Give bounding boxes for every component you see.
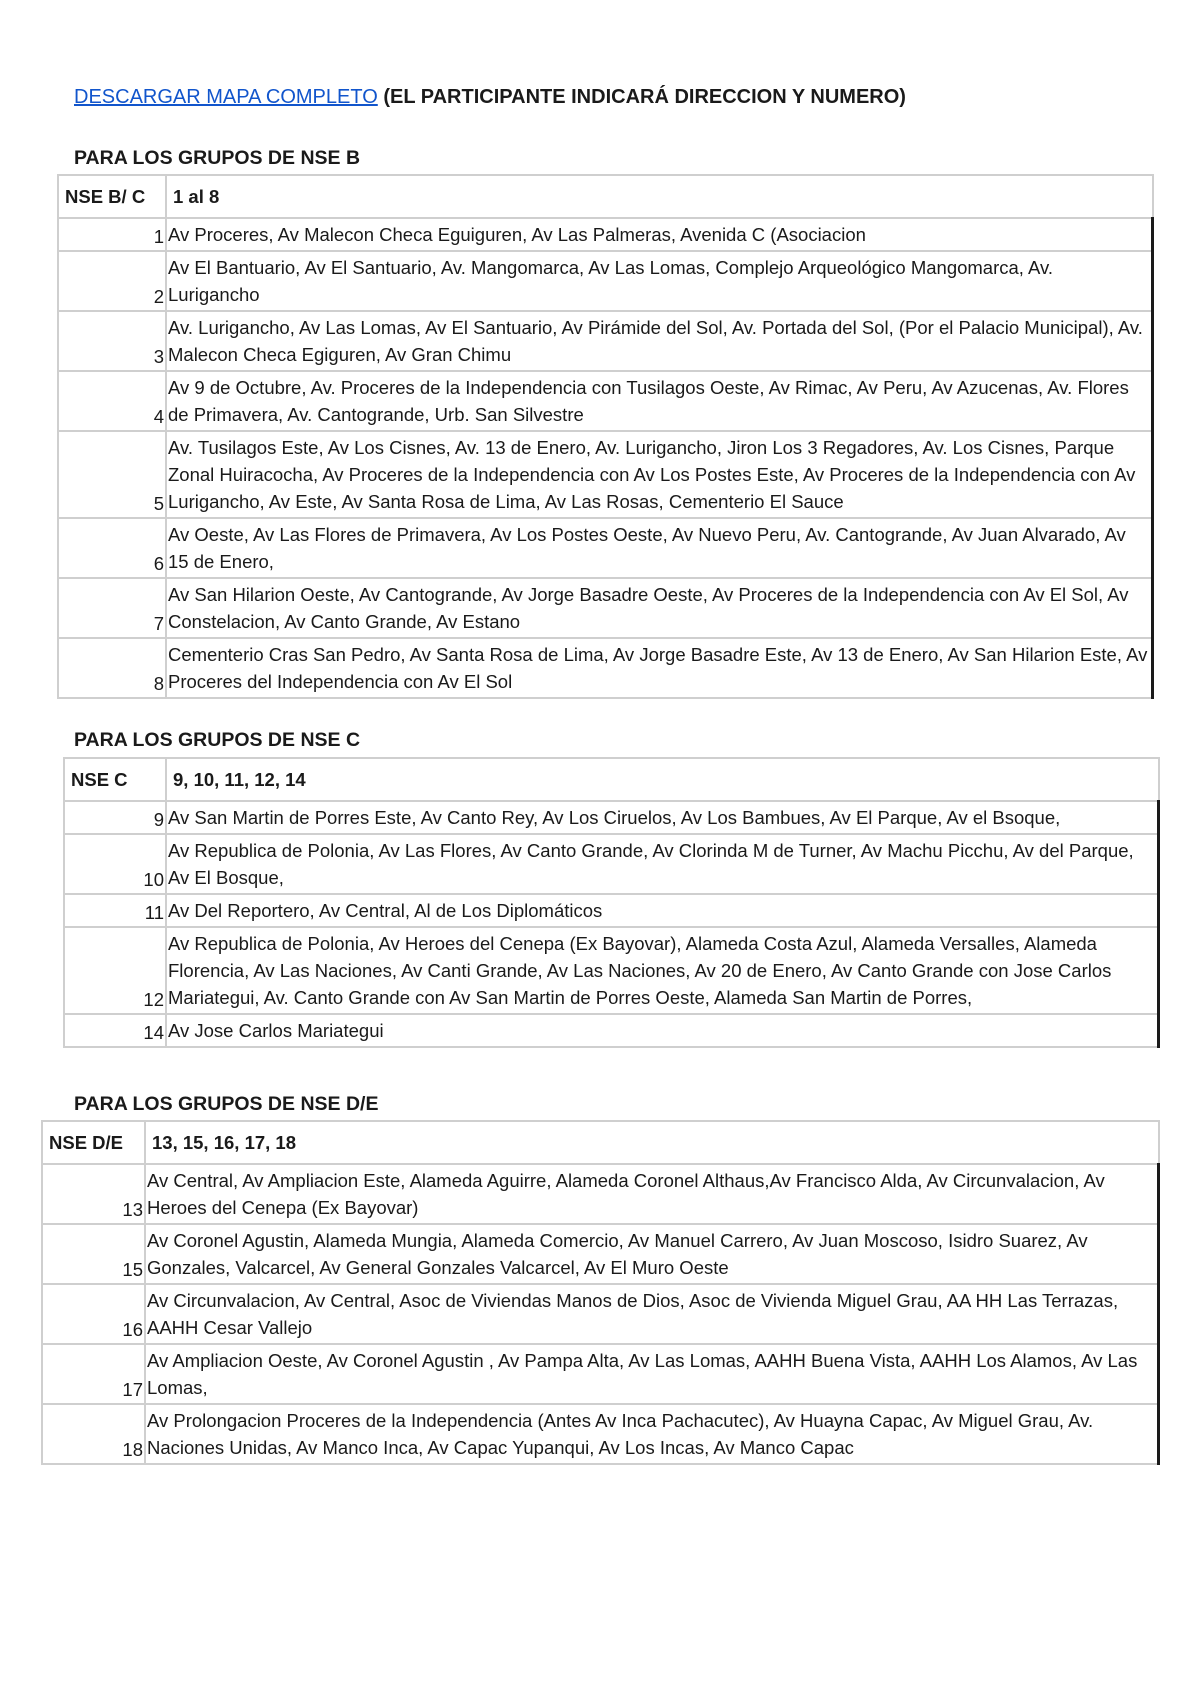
streets-cell: Av San Martin de Porres Este, Av Canto Rey, Av Los Ciruelos, Av Los Bambues, Av El Parque, Av el Bsoque,	[166, 801, 1159, 834]
streets-cell: Av. Tusilagos Este, Av Los Cisnes, Av. 13 de Enero, Av. Lurigancho, Jiron Los 3 Regadores, Av. Los Cisnes, Parque Zonal Huiracocha, Av Proceres de la Independencia con Av Los Postes Este, Av Proceres de la Independencia con Av Lurigancho, Av Este, Av Santa Rosa de Lima, Av Las Rosas, Cementerio El Sauce	[166, 431, 1153, 518]
streets-cell: Av Ampliacion Oeste, Av Coronel Agustin , Av Pampa Alta, Av Las Lomas, AAHH Buena Vista, AAHH Los Alamos, Av Las Lomas,	[145, 1344, 1159, 1404]
group-label: NSE C	[64, 758, 166, 801]
group-number: 2	[58, 251, 166, 311]
table-row	[58, 371, 1153, 431]
streets-cell: Av Central, Av Ampliacion Este, Alameda Aguirre, Alameda Coronel Althaus,Av Francisco Alda, Av Circunvalacion, Av Heroes del Cenepa (Ex Bayovar)	[145, 1164, 1159, 1224]
table-row	[58, 431, 1153, 518]
header-note: (EL PARTICIPANTE INDICARÁ DIRECCION Y NUMERO)	[383, 86, 906, 108]
table-row	[42, 1344, 1159, 1404]
table-header-row	[64, 758, 1159, 801]
table-header-row	[58, 175, 1153, 218]
streets-cell: Av Del Reportero, Av Central, Al de Los Diplomáticos	[166, 894, 1159, 927]
nse-b-table	[57, 174, 1154, 699]
group-numbers: 13, 15, 16, 17, 18	[145, 1121, 1159, 1164]
group-label: NSE D/E	[42, 1121, 145, 1164]
table-row	[58, 518, 1153, 578]
group-number: 13	[42, 1164, 145, 1224]
table-row	[42, 1404, 1159, 1464]
streets-cell: Av Circunvalacion, Av Central, Asoc de Viviendas Manos de Dios, Asoc de Vivienda Miguel Grau, AA HH Las Terrazas, AAHH Cesar Vallejo	[145, 1284, 1159, 1344]
table-row	[42, 1164, 1159, 1224]
group-number: 9	[64, 801, 166, 834]
streets-cell: Av El Bantuario, Av El Santuario, Av. Mangomarca, Av Las Lomas, Complejo Arqueológico Mangomarca, Av. Lurigancho	[166, 251, 1153, 311]
group-number: 10	[64, 834, 166, 894]
table-row	[58, 311, 1153, 371]
streets-cell: Av Oeste, Av Las Flores de Primavera, Av Los Postes Oeste, Av Nuevo Peru, Av. Cantogrande, Av Juan Alvarado, Av 15 de Enero,	[166, 518, 1153, 578]
table-row	[42, 1284, 1159, 1344]
table-row	[64, 801, 1159, 834]
table-row	[64, 1014, 1159, 1047]
section-title-nse-de: PARA LOS GRUPOS DE NSE D/E	[74, 1093, 379, 1115]
streets-cell: Cementerio Cras San Pedro, Av Santa Rosa de Lima, Av Jorge Basadre Este, Av 13 de Enero, Av San Hilarion Este, Av Proceres del Independencia con Av El Sol	[166, 638, 1153, 698]
group-number: 11	[64, 894, 166, 927]
streets-cell: Av Prolongacion Proceres de la Independencia (Antes Av Inca Pachacutec), Av Huayna Capac, Av Miguel Grau, Av. Naciones Unidas, Av Manco Inca, Av Capac Yupanqui, Av Los Incas, Av Manco Capac	[145, 1404, 1159, 1464]
group-number: 6	[58, 518, 166, 578]
group-number: 3	[58, 311, 166, 371]
group-number: 12	[64, 927, 166, 1014]
table-row	[64, 894, 1159, 927]
group-number: 17	[42, 1344, 145, 1404]
section-title-nse-c: PARA LOS GRUPOS DE NSE C	[74, 729, 361, 751]
nse-c-table	[63, 757, 1160, 1048]
group-number: 4	[58, 371, 166, 431]
group-numbers: 1 al 8	[166, 175, 1153, 218]
download-map-link[interactable]: DESCARGAR MAPA COMPLETO	[74, 86, 378, 108]
table-row	[42, 1224, 1159, 1284]
table-row	[58, 638, 1153, 698]
group-number: 14	[64, 1014, 166, 1047]
group-number: 7	[58, 578, 166, 638]
group-numbers: 9, 10, 11, 12, 14	[166, 758, 1159, 801]
group-number: 8	[58, 638, 166, 698]
streets-cell: Av Proceres, Av Malecon Checa Eguiguren, Av Las Palmeras, Avenida C (Asociacion	[166, 218, 1153, 251]
table-row	[58, 578, 1153, 638]
group-number: 5	[58, 431, 166, 518]
table-row	[64, 927, 1159, 1014]
streets-cell: Av Jose Carlos Mariategui	[166, 1014, 1159, 1047]
streets-cell: Av San Hilarion Oeste, Av Cantogrande, Av Jorge Basadre Oeste, Av Proceres de la Independencia con Av El Sol, Av Constelacion, Av Canto Grande, Av Estano	[166, 578, 1153, 638]
streets-cell: Av Republica de Polonia, Av Heroes del Cenepa (Ex Bayovar), Alameda Costa Azul, Alameda Versalles, Alameda Florencia, Av Las Naciones, Av Canti Grande, Av Las Naciones, Av 20 de Enero, Av Canto Grande con Jose Carlos Mariategui, Av. Canto Grande con Av San Martin de Porres Oeste, Alameda San Martin de Porres,	[166, 927, 1159, 1014]
table-row	[64, 834, 1159, 894]
nse-de-table	[41, 1120, 1160, 1465]
streets-cell: Av Republica de Polonia, Av Las Flores, Av Canto Grande, Av Clorinda M de Turner, Av Machu Picchu, Av del Parque, Av El Bosque,	[166, 834, 1159, 894]
group-number: 16	[42, 1284, 145, 1344]
streets-cell: Av Coronel Agustin, Alameda Mungia, Alameda Comercio, Av Manuel Carrero, Av Juan Moscoso, Isidro Suarez, Av Gonzales, Valcarcel, Av General Gonzales Valcarcel, Av El Muro Oeste	[145, 1224, 1159, 1284]
streets-cell: Av 9 de Octubre, Av. Proceres de la Independencia con Tusilagos Oeste, Av Rimac, Av Peru, Av Azucenas, Av. Flores de Primavera, Av. Cantogrande, Urb. San Silvestre	[166, 371, 1153, 431]
section-title-nse-b: PARA LOS GRUPOS DE NSE B	[74, 147, 361, 169]
page-header	[74, 86, 906, 109]
group-number: 1	[58, 218, 166, 251]
group-number: 18	[42, 1404, 145, 1464]
group-label: NSE B/ C	[58, 175, 166, 218]
streets-cell: Av. Lurigancho, Av Las Lomas, Av El Santuario, Av Pirámide del Sol, Av. Portada del Sol, (Por el Palacio Municipal), Av. Malecon Checa Egiguren, Av Gran Chimu	[166, 311, 1153, 371]
group-number: 15	[42, 1224, 145, 1284]
table-header-row	[42, 1121, 1159, 1164]
table-row	[58, 218, 1153, 251]
table-row	[58, 251, 1153, 311]
